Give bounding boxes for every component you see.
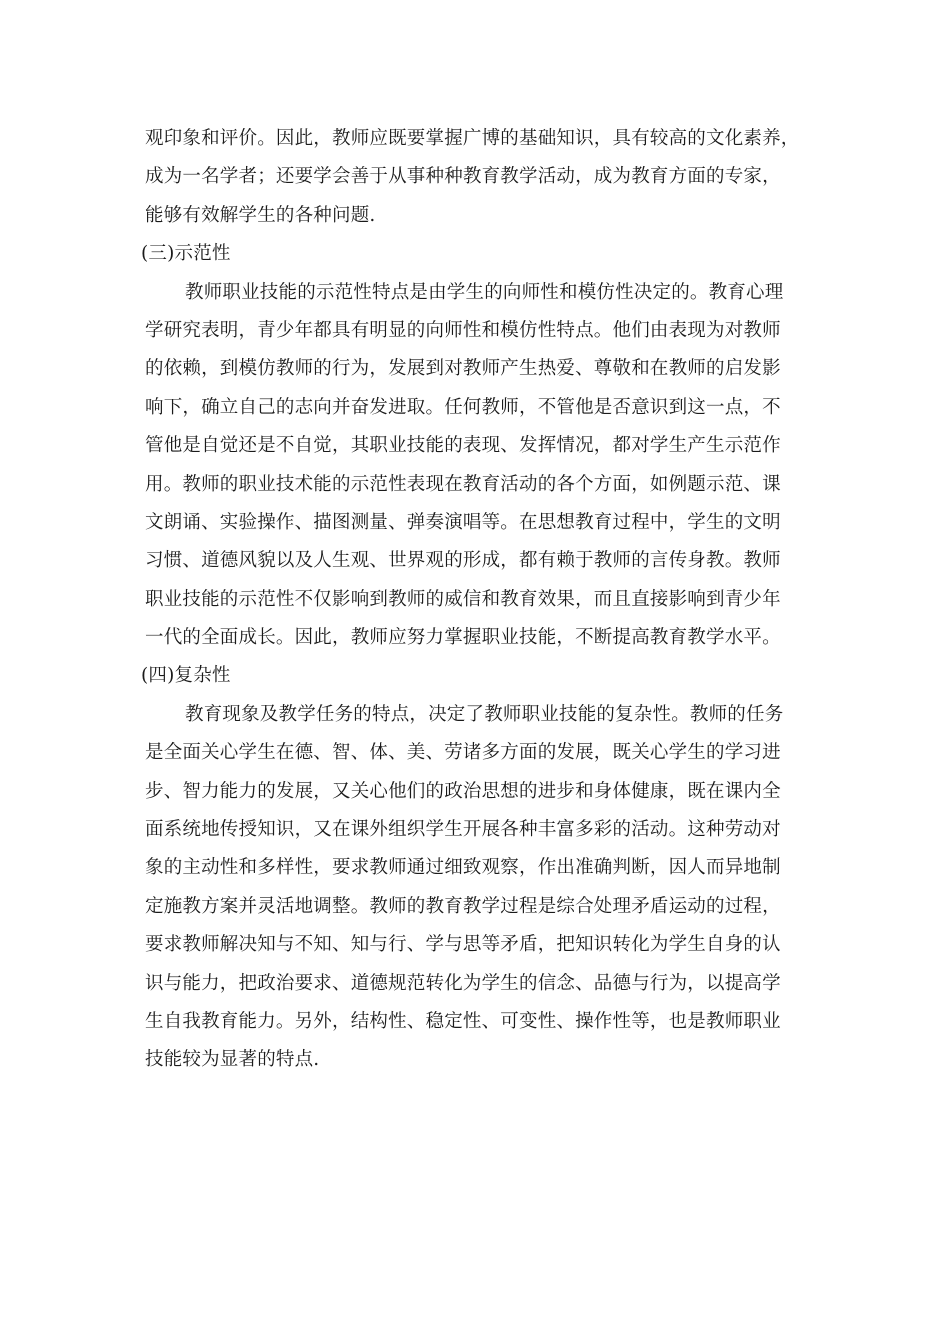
text-line: 教师职业技能的示范性特点是由学生的向师性和模仿性决定的。教育心理 bbox=[185, 281, 784, 303]
text-line: 面系统地传授知识，又在课外组织学生开展各种丰富多彩的活动。这种劳动对 bbox=[145, 819, 781, 841]
text-line: 的依赖，到模仿教师的行为，发展到对教师产生热爱、尊敬和在教师的启发影 bbox=[145, 358, 781, 380]
text-line: 教育现象及教学任务的特点，决定了教师职业技能的复杂性。教师的任务 bbox=[185, 703, 784, 725]
text-line: 管他是自觉还是不自觉，其职业技能的表现、发挥情况，都对学生产生示范作 bbox=[145, 435, 781, 457]
text-line: 响下，确立自己的志向并奋发进取。任何教师，不管他是否意识到这一点，不 bbox=[145, 396, 781, 418]
text-line: 习惯、道德风貌以及人生观、世界观的形成，都有赖于教师的言传身教。教师 bbox=[145, 550, 781, 572]
text-line: 学研究表明，青少年都具有明显的向师性和模仿性特点。他们由表现为对教师 bbox=[145, 319, 781, 341]
text-line: 识与能力，把政治要求、道德规范转化为学生的信念、品德与行为，以提高学 bbox=[145, 972, 781, 994]
text-line: 是全面关心学生在德、智、体、美、劳诸多方面的发展，既关心学生的学习进 bbox=[145, 742, 781, 764]
text-line: 象的主动性和多样性，要求教师通过细致观察，作出准确判断，因人而异地制 bbox=[145, 857, 781, 879]
section-heading: (三)示范性 bbox=[141, 243, 231, 265]
text-line: 观印象和评价。因此，教师应既要掌握广博的基础知识，具有较高的文化素养， bbox=[145, 128, 800, 149]
section-heading: (四)复杂性 bbox=[141, 665, 231, 687]
text-line: 要求教师解决知与不知、知与行、学与思等矛盾，把知识转化为学生自身的认 bbox=[145, 934, 781, 956]
text-line: 能够有效解学生的各种问题. bbox=[145, 204, 376, 226]
text-line: 定施教方案并灵活地调整。教师的教育教学过程是综合处理矛盾运动的过程， bbox=[145, 895, 781, 917]
text-line: 职业技能的示范性不仅影响到教师的威信和教育效果，而且直接影响到青少年 bbox=[145, 588, 781, 610]
text-line: 文朗诵、实验操作、描图测量、弹奏演唱等。在思想教育过程中，学生的文明 bbox=[145, 511, 781, 533]
text-line: 生自我教育能力。另外，结构性、稳定性、可变性、操作性等，也是教师职业 bbox=[145, 1010, 781, 1032]
text-line: 步、智力能力的发展，又关心他们的政治思想的进步和身体健康，既在课内全 bbox=[145, 780, 781, 802]
text-line: 用。教师的职业技术能的示范性表现在教育活动的各个方面，如例题示范、课 bbox=[145, 473, 781, 495]
document-page bbox=[141, 120, 810, 1080]
text-line: 成为一名学者；还要学会善于从事种种教育教学活动，成为教育方面的专家， bbox=[145, 166, 781, 188]
text-line: 技能较为显著的特点. bbox=[145, 1049, 320, 1071]
text-line: 一代的全面成长。因此，教师应努力掌握职业技能，不断提高教育教学水平。 bbox=[145, 627, 781, 649]
